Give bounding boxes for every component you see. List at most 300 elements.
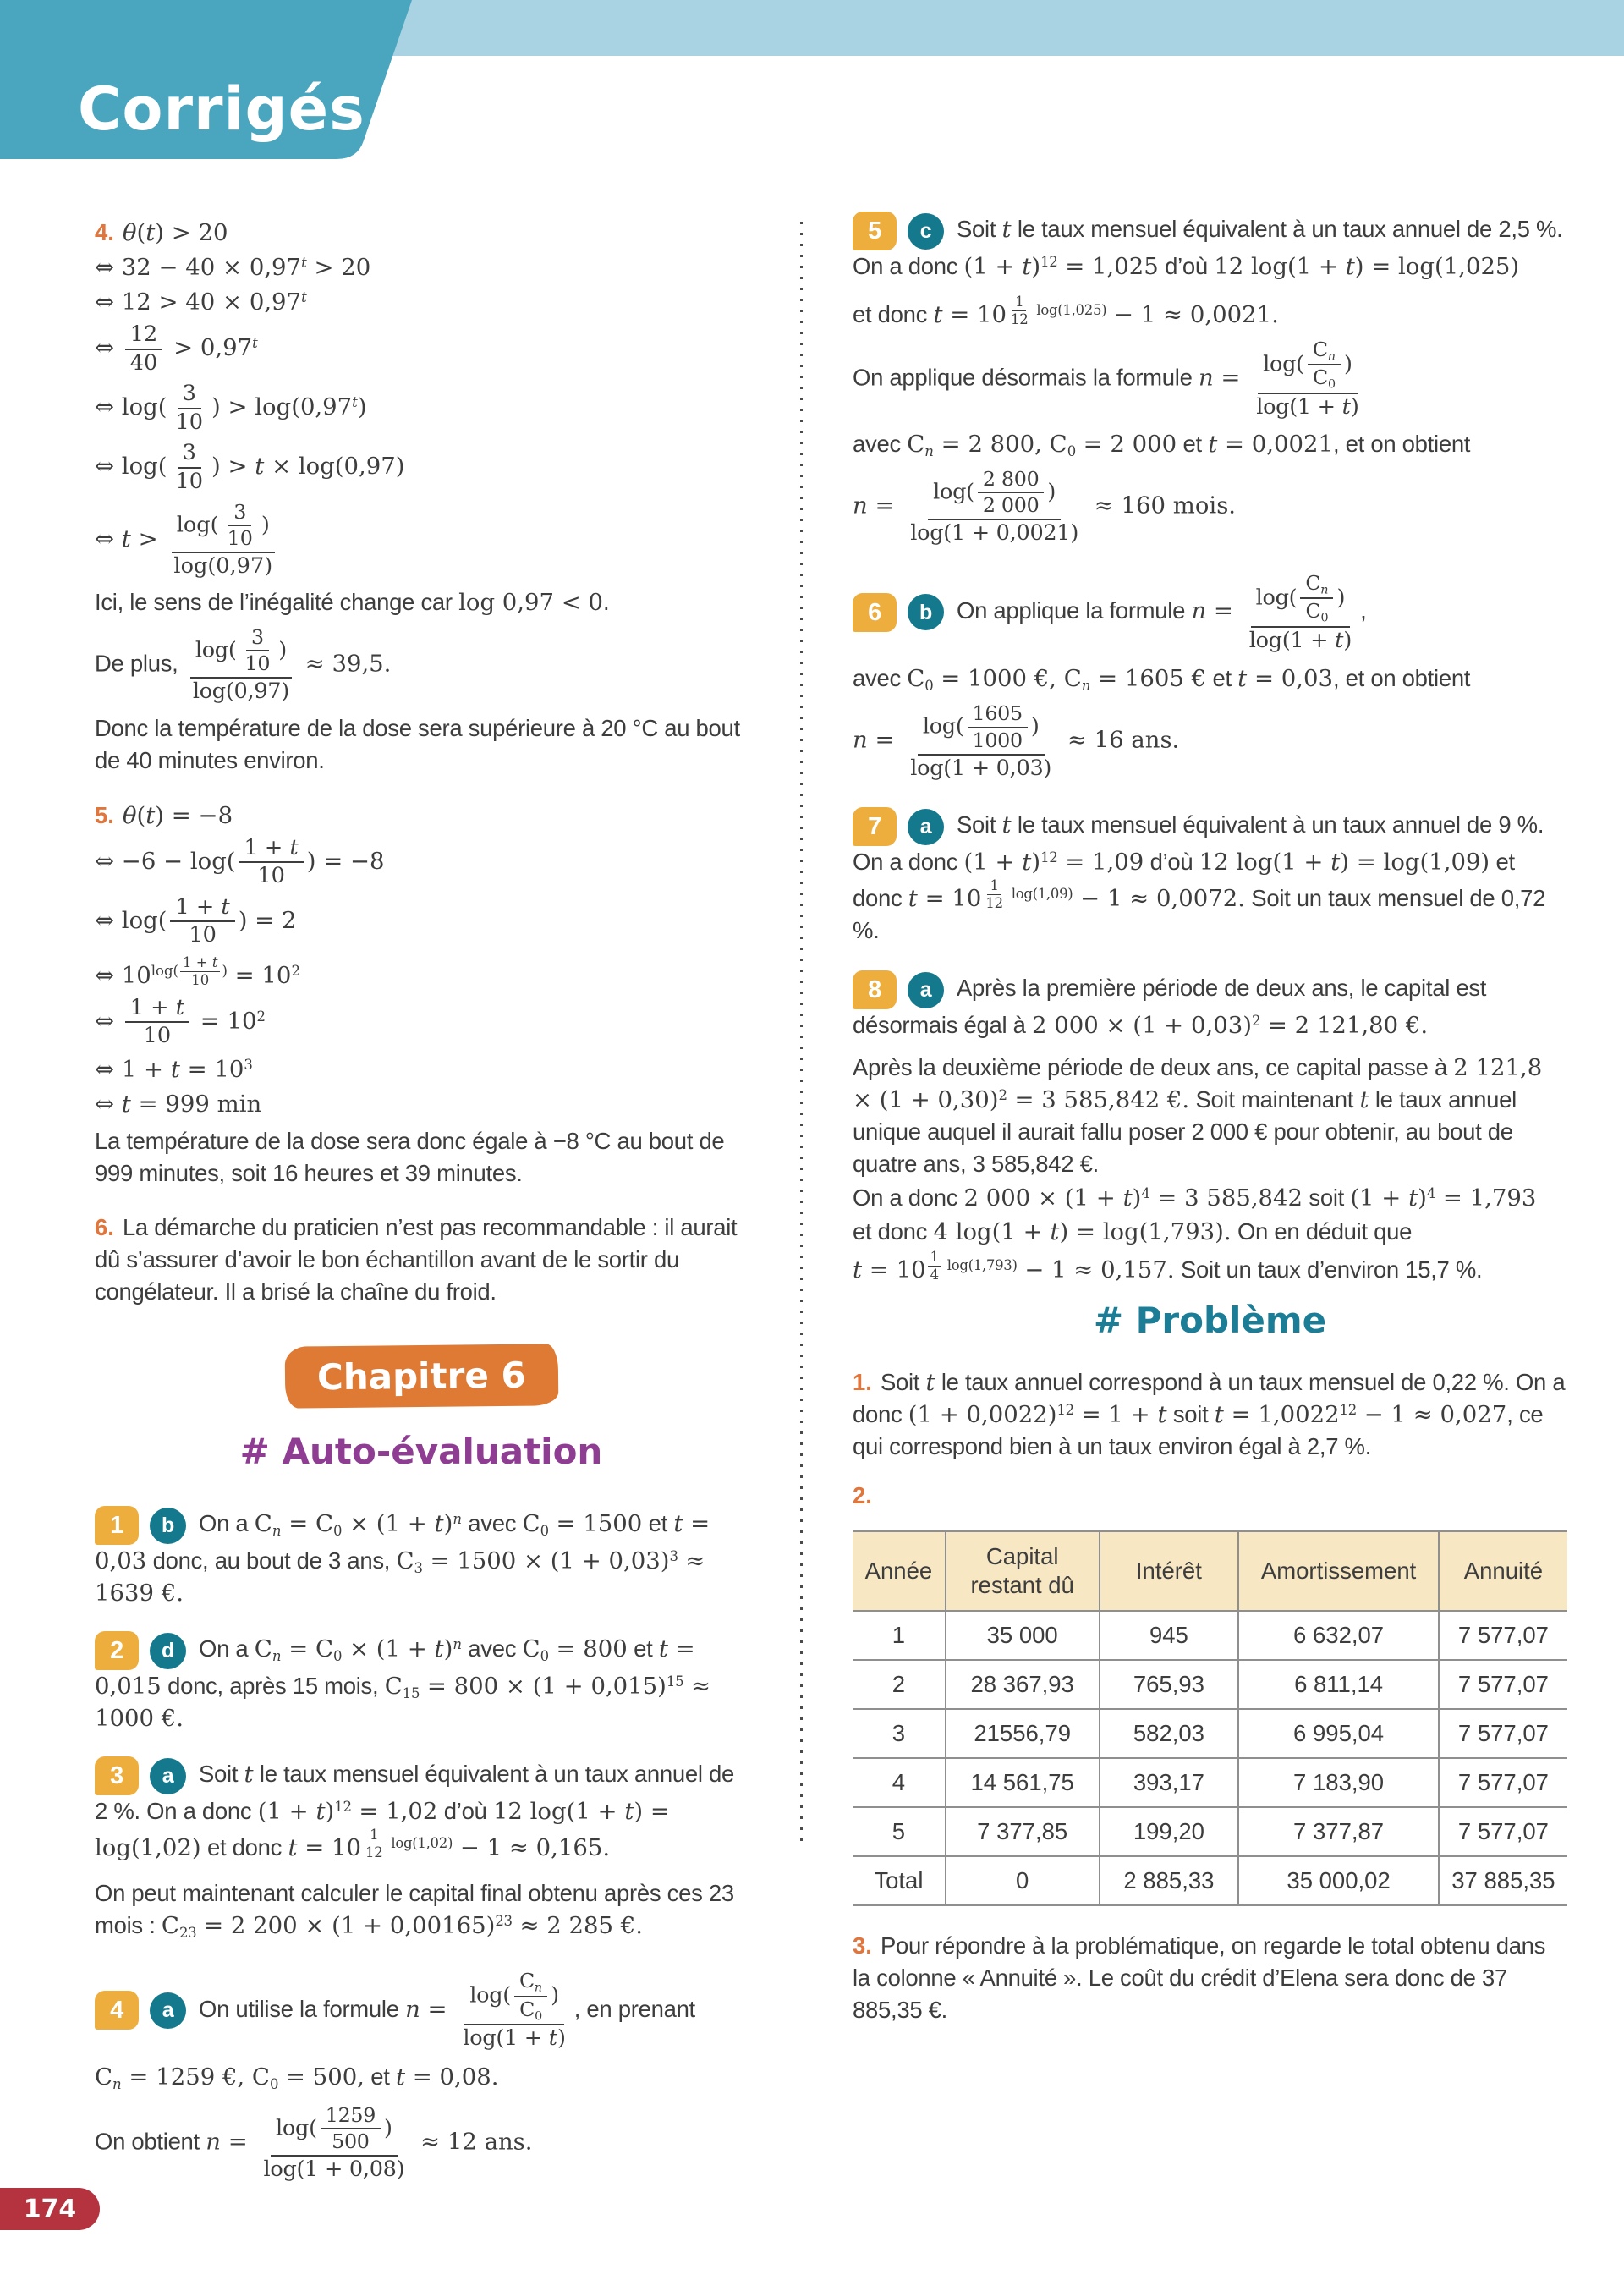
equation-line: ⇔ $\frac{1 + t}{10}$ = $10^2$ [95, 994, 266, 1049]
math-fragment: 4 [1141, 1185, 1150, 1201]
problem-number: 1. [853, 1368, 872, 1395]
equation-line: ⇔ $\frac{12}{40}$ > $0,97^t$ [95, 321, 258, 376]
item-letter-badge: a [908, 972, 944, 1008]
math-fragment: t [175, 994, 185, 1020]
fraction-numerator: 2 800 [978, 469, 1045, 494]
fraction-denominator: log(1 + 0,03) [910, 755, 1052, 781]
math-fragment [1300, 570, 1333, 625]
problem-3 [853, 1930, 1567, 2026]
fraction-denominator: $C_0$ [519, 1997, 542, 2023]
solution-number: 4. [95, 219, 114, 245]
math-fragment: ≈ 1639 €. [95, 1547, 705, 1607]
equation-line: ⇔ −6 − log( $\frac{1 + t}{10}$ ) = −8 [95, 834, 385, 889]
paragraph: Ici, le sens de l’inégalité change car log 0,97 < 0. [95, 588, 610, 616]
math-fragment: = 3 585,842 €. [1007, 1086, 1190, 1114]
math-fragment: t [289, 834, 299, 860]
math-fragment: C [522, 1635, 540, 1663]
fraction-numerator: 3 [228, 502, 251, 527]
math-fragment: t [288, 1833, 298, 1861]
formula: θ(t) > 20 [122, 219, 228, 246]
fraction-denominator: $C_0$ [1313, 365, 1336, 392]
math-fragment: n [1327, 349, 1336, 364]
math-fragment: t [1330, 849, 1341, 876]
math-fragment: = 1500 × (1 + 0,03) [422, 1547, 670, 1575]
math-fragment: n [112, 2075, 122, 2092]
table-cell: 7 577,07 [1439, 1709, 1567, 1758]
math-fragment: 23 [495, 1912, 513, 1929]
math-fragment: = 800 × (1 + 0,015) [420, 1673, 667, 1701]
math-fragment: t [908, 885, 918, 913]
chapter-badge-wrap [95, 1345, 748, 1407]
math-fragment: 12 log(1 + [492, 1798, 625, 1826]
math-fragment: 2 [998, 1087, 1007, 1103]
table-cell: 7 577,07 [1439, 1611, 1567, 1660]
math-fragment: t [301, 254, 307, 271]
fraction-numerator: $C_n$ [1308, 339, 1341, 366]
fraction-numerator: 1 [367, 1827, 381, 1844]
paragraph [853, 703, 1567, 780]
math-fragment: 4 [1426, 1185, 1436, 1201]
table-header-cell: Capital restant dû [946, 1531, 1100, 1611]
table-cell: 28 367,93 [946, 1660, 1100, 1709]
table-header-cell: Année [853, 1531, 946, 1611]
fraction-numerator: $C_n$ [1300, 573, 1333, 600]
math-fragment: t [1214, 1400, 1224, 1428]
item-text: On a $C_n = C_0 \times (1 + t)^n$ avec $C_0 = 1500$ et t = 0,03 donc, au bout de 3 ans, $C_3 = 1500 \times (1 + 0,03)^3 \approx 1639$ €. [95, 1510, 710, 1607]
math-fragment: = [420, 1995, 455, 2023]
table-row [853, 1709, 1567, 1758]
math-fragment: C [384, 1673, 403, 1701]
fraction-denominator: 10 [191, 971, 210, 988]
paragraph: On a donc 2 $000 \times (1 + t)^4 = 3$ 585,842 soit $(1 + t)^4 = 1,793$ [853, 1184, 1537, 1212]
math-fragment [301, 289, 307, 305]
fraction-numerator: 3 [178, 382, 201, 409]
math-fragment: × (1 + [342, 1510, 435, 1538]
fraction-numerator: 1259 [321, 2105, 381, 2130]
math-fragment: ) = log(1,02) [95, 1798, 670, 1861]
table-row-total [853, 1856, 1567, 1905]
fraction-numerator: log( $\frac{C_n}{C_0}$ ) [464, 1970, 563, 2025]
math-fragment: 0 [1320, 611, 1329, 625]
item-letter-badge: b [908, 594, 944, 630]
math-fragment [272, 1648, 282, 1664]
paragraph: Donc la température de la dose sera supérieure à 20 °C au bout de 40 minutes environ. [95, 714, 740, 773]
math-fragment: 3 [244, 1057, 253, 1074]
fraction-denominator: 500 [332, 2129, 370, 2154]
equation-line [95, 219, 748, 246]
math-fragment [928, 1250, 941, 1283]
math-fragment [514, 1970, 547, 2022]
fraction-denominator: 4 [930, 1266, 939, 1283]
table-row [853, 1807, 1567, 1856]
math-fragment: = 0,03 [1247, 665, 1333, 693]
table-cell: 35 000 [946, 1611, 1100, 1660]
item-letter-badge: b [150, 1508, 186, 1544]
table-cell: 6 811,14 [1238, 1660, 1439, 1709]
item-letter-badge: a [150, 1992, 186, 2029]
item-text: Soit t le taux mensuel équivalent à un taux annuel de 9 %. On a donc $(1 + t)^{12} = 1,09$ d’où 12 log(1 + t) = log(1,09) et donc t = 10 $^{\frac{1}{12} log(1,09)}$ − 1 ≈ 0,0072. Soit un taux mensuel de 0,72 %. [853, 811, 1546, 944]
math-fragment: 2 121,8 × (1 + 0,30) [853, 1054, 1543, 1114]
math-fragment: = 2 200 × (1 + 0,00165) [196, 1911, 496, 1939]
fraction-denominator: 10 [257, 863, 285, 889]
math-fragment: = C [281, 1510, 334, 1538]
fraction-numerator: 1 [928, 1250, 941, 1267]
item-text: Après la première période de deux ans, le capital est désormais égal à 2 $000 \times (1 + 0,03)^2 = 2$ 121,80 €. [853, 975, 1487, 1040]
item-7 [853, 807, 1567, 947]
paragraph: On peut maintenant calculer le capital final obtenu après ces 23 mois : $C_{23} = 2$ $200 \times (1 + 0,00165)^{23} \approx 2$ 285 €. [95, 1879, 734, 1941]
item-1 [95, 1506, 748, 1609]
item-text: Soit t le taux mensuel équivalent à un taux annuel de 2,5 %. On a donc $(1 + t)^{12} = 1,025$ d’où 12 log(1 + t) = log(1,025) [853, 216, 1563, 280]
fraction-numerator: 1 + t [239, 837, 304, 864]
math-fragment: = 10 [942, 300, 1007, 328]
equation-line: ⇔ $32 - 40 \times 0,97^t > 20$ [95, 254, 371, 281]
math-fragment: = 1259 €, C [121, 2063, 270, 2091]
right-column [853, 212, 1567, 2035]
math-fragment: = 1 + [1073, 1400, 1158, 1428]
equation-line: ⇔ log( $\frac{3}{10}$ ) > t × log(0,97) [95, 440, 405, 495]
fraction-numerator: log( $\frac{3}{10}$ ) [190, 627, 292, 679]
table-cell: 582,03 [1100, 1709, 1239, 1758]
math-fragment: C [522, 1510, 540, 1538]
equation-line: ⇔ $1 + t = 10^3$ [95, 1056, 253, 1084]
math-fragment: − 1 ≈ 0,027 [1357, 1400, 1507, 1428]
item-letter-badge: a [908, 809, 944, 845]
math-fragment: 15 [402, 1685, 420, 1702]
fraction-denominator: log(1 + t) [1248, 627, 1352, 653]
fraction-denominator: 10 [189, 922, 217, 948]
math-fragment: t [548, 2025, 558, 2052]
math-fragment: t [244, 1761, 254, 1789]
math-fragment: t [1208, 430, 1218, 458]
math-fragment: n [534, 1981, 543, 1995]
solution-number: 5. [95, 801, 114, 828]
table-cell: 14 561,75 [946, 1758, 1100, 1807]
table-body [853, 1611, 1567, 1905]
math-fragment: t [1157, 1400, 1167, 1428]
math-fragment: C [907, 430, 925, 458]
math-fragment [125, 994, 189, 1049]
table-row [853, 1660, 1567, 1709]
math-fragment [453, 1636, 462, 1652]
item-4 [95, 1970, 748, 2051]
fraction-numerator: 1 + t [125, 997, 189, 1024]
math-fragment: n [453, 1511, 462, 1528]
math-fragment: = 10 [917, 885, 982, 913]
math-fragment: 0 [924, 678, 934, 695]
math-fragment: n [1191, 597, 1207, 625]
math-fragment: 12 [1040, 849, 1058, 866]
math-fragment: C [254, 1510, 272, 1538]
math-fragment: = 1,0022 [1223, 1400, 1340, 1428]
math-fragment: ) = log(1,025) [1354, 253, 1520, 280]
math-fragment: = [867, 492, 903, 519]
math-fragment: t [352, 394, 358, 411]
math-fragment [188, 624, 294, 704]
math-fragment: − 1 ≈ 0,165. [453, 1833, 611, 1861]
math-fragment: t [434, 1635, 444, 1663]
math-fragment: ) [1031, 253, 1041, 280]
paragraph: Après la deuxième période de deux ans, ce capital passe à 2 $121,8 \times (1 + 0,30)^2 = 3$ 585,842 €. Soit maintenant t le taux annuel unique auquel il aurait fallu poser 2 000 € pour obtenir, au bout de quatre ans, 3 585,842 €. [853, 1054, 1543, 1178]
math-fragment: t [121, 525, 131, 552]
fraction-numerator: log( $\frac{1605}{1000}$ ) [918, 703, 1045, 755]
table-cell: 1 [853, 1611, 946, 1660]
fraction-denominator: 12 [365, 1844, 383, 1860]
math-fragment [180, 955, 220, 988]
math-fragment: 0 [540, 1648, 549, 1665]
math-fragment: = C [281, 1635, 334, 1663]
math-fragment: 2 [1251, 1013, 1261, 1029]
math-fragment: 15 [666, 1673, 684, 1690]
problem-1 [853, 1366, 1567, 1463]
table-row [853, 1758, 1567, 1807]
math-fragment [905, 703, 1056, 780]
item-text: On applique la formule n = log( $\frac{C_n}{C_0}$ ) log(1 + t) , [957, 570, 1367, 653]
math-fragment: ≈ 39,5. [297, 650, 392, 678]
item-number-badge: 5 [853, 212, 897, 250]
math-fragment [222, 499, 258, 551]
math-fragment: n [206, 2128, 221, 2156]
solution-5 [95, 802, 748, 1190]
math-fragment: = 2 800, C [933, 430, 1067, 458]
math-fragment: 12 log(1 + [1214, 253, 1346, 280]
fraction-denominator: 1000 [972, 728, 1023, 752]
math-fragment: n [853, 726, 868, 754]
paragraph: La température de la dose sera donc égale à −8 °C au bout de 999 minutes, soit 16 heures et 39 minutes. [95, 1128, 725, 1187]
math-fragment: = 0,015 [95, 1635, 695, 1701]
math-fragment [1082, 678, 1091, 694]
equation-line: ⇔ log( $\frac{3}{10}$ ) > $\log(0,97^t)$ [95, 381, 367, 435]
table-cell: 4 [853, 1758, 946, 1807]
math-fragment: n [853, 492, 868, 519]
math-fragment: = 500, [278, 2063, 365, 2091]
paragraph: t = 10 $^{\frac{1}{4} log(1,793)}$ − 1 ≈ 0,157. Soit un taux d’environ 15,7 %. [853, 1249, 1483, 1283]
math-fragment: ≈ 160 mois. [1087, 492, 1237, 519]
math-fragment: t [1022, 253, 1032, 280]
math-fragment: = 10 [297, 1833, 362, 1861]
page-number-badge: 174 [0, 2188, 100, 2230]
math-fragment [978, 466, 1045, 518]
item-letter-badge: a [150, 1758, 186, 1794]
item-number-badge: 8 [853, 970, 897, 1009]
math-fragment: t [925, 1368, 935, 1396]
math-fragment: = 3 585,842 [1149, 1184, 1303, 1212]
math-fragment: ) = log(1,09) [1340, 849, 1490, 876]
table-header-cell: Annuité [1439, 1531, 1567, 1611]
fraction-denominator: 2 000 [982, 493, 1040, 518]
table-cell: 3 [853, 1709, 946, 1758]
math-fragment: (1 + [963, 849, 1023, 876]
paragraph: avec $C_n = 2$ 800, $C_0 = 2$ 000 et t = 0,0021, et on obtient [853, 430, 1471, 459]
math-fragment: − 1 ≈ 0,157. [1017, 1256, 1175, 1283]
problem-number: 3. [853, 1932, 872, 1959]
math-fragment: − 1 ≈ 0,0021. [1106, 300, 1279, 328]
math-fragment: (1 + [257, 1798, 316, 1826]
table-header-row [853, 1531, 1567, 1611]
math-fragment: 12 [1056, 1401, 1074, 1418]
fraction-numerator: $C_n$ [514, 1970, 547, 1997]
math-fragment: ) [443, 1510, 453, 1538]
problem-text: Pour répondre à la problématique, on regarde le total obtenu dans la colonne « Annuité ». Le coût du crédit d’Elena sera donc de 37 885,35 €. [853, 1932, 1546, 2023]
math-fragment: − 1 ≈ 0,0072. [1073, 885, 1245, 913]
table-cell: 2 885,33 [1100, 1856, 1239, 1905]
math-fragment: ≈ 16 ans. [1060, 726, 1180, 754]
math-fragment: 12 [334, 1799, 352, 1816]
math-fragment [272, 1523, 282, 1539]
math-fragment [252, 335, 258, 351]
math-fragment: θ [122, 219, 137, 246]
math-fragment [168, 499, 277, 579]
problem-text: Soit t le taux annuel correspond à un taux mensuel de 0,22 %. On a donc $(1 + 0,0022)^{12} = 1 + t$ soit $t = 1,0022^{12} - 1 \approx 0,027$, ce qui correspond bien à un taux environ égal à 2,7 %. [853, 1368, 1566, 1459]
math-fragment [1008, 294, 1030, 327]
fraction-numerator: 3 [246, 627, 269, 652]
equation-line: ⇔ t = 999 min [95, 1091, 262, 1118]
section-heading-auto-evaluation: # Auto-évaluation [239, 1431, 603, 1473]
item-text: Soit t le taux mensuel équivalent à un taux annuel de 2 %. On a donc $(1 + t)^{12} = 1,02$ d’où 12 log(1 + t) = log(1,02) et donc t = 10 $^{\frac{1}{12} log(1,02)}$ − 1 ≈ 0,165. [95, 1761, 734, 1861]
math-fragment: t [658, 1635, 668, 1663]
math-fragment [1251, 339, 1363, 420]
table-cell: 199,20 [1100, 1807, 1239, 1856]
fraction-numerator: 1 [987, 878, 1001, 895]
math-fragment: t [221, 893, 230, 920]
math-fragment [983, 878, 1005, 911]
table-cell: 393,17 [1100, 1758, 1239, 1807]
item-8 [853, 970, 1567, 1041]
math-fragment: (1 + [963, 253, 1023, 280]
math-fragment: = 2 121,80 €. [1260, 1012, 1429, 1040]
math-fragment: t [170, 1056, 180, 1084]
math-fragment: n [1081, 678, 1091, 695]
math-fragment: 2 000 × (1 + 0,03) [1031, 1012, 1252, 1040]
item-number-badge: 1 [95, 1506, 139, 1545]
table-cell: 7 377,87 [1238, 1807, 1439, 1856]
item-number-badge: 4 [95, 1991, 139, 2030]
math-fragment: = 0,0021 [1217, 430, 1333, 458]
math-fragment: log( 1 + t 10 ) [151, 954, 228, 988]
math-fragment: 23 [178, 1924, 197, 1941]
fraction-denominator: log(1 + 0,08) [263, 2157, 405, 2183]
math-fragment: t [395, 2063, 406, 2091]
math-fragment: ) = log(1,793). [1059, 1218, 1232, 1246]
math-fragment: = 1,025 [1057, 253, 1159, 280]
fraction-denominator: log(0,97) [192, 678, 289, 704]
math-fragment [458, 1970, 570, 2051]
paragraph [853, 466, 1567, 546]
math-fragment: t [1359, 1086, 1369, 1114]
paragraph: On applique désormais la formule n = log( $\frac{C_n}{C_0}$ ) log(1 + t) [853, 339, 1567, 420]
math-fragment: ) [1132, 1184, 1142, 1212]
problem-number: 2. [853, 1481, 872, 1508]
math-fragment: C [254, 1635, 272, 1663]
fraction-numerator: log( $\frac{1259}{500}$ ) [271, 2105, 398, 2157]
table-cell: 0 [946, 1856, 1100, 1905]
math-fragment: 1 4 log(1,793) [926, 1257, 1018, 1273]
fraction-numerator: log( $\frac{3}{10}$ ) [172, 502, 275, 553]
table-cell: 7 377,85 [946, 1807, 1100, 1856]
math-fragment: = 800 [548, 1635, 628, 1663]
fraction-denominator: 10 [244, 651, 271, 676]
math-fragment: t [1122, 1184, 1133, 1212]
math-fragment: = 0,03 [95, 1510, 710, 1575]
formula: θ(t) = −8 [122, 801, 233, 829]
page-title: Corrigés [78, 74, 365, 144]
fraction-denominator: 12 [985, 895, 1003, 911]
math-fragment [1308, 339, 1341, 391]
equation-line: ⇔ t > log( $\frac{3}{10}$ ) log(0,97) [95, 502, 748, 579]
math-fragment [352, 394, 358, 410]
item-number-badge: 3 [95, 1756, 139, 1795]
item-letter-badge: d [150, 1633, 186, 1669]
math-fragment [170, 893, 234, 948]
math-fragment: C [907, 665, 925, 693]
math-fragment: log 0,97 < 0 [458, 588, 604, 616]
fraction-denominator: 10 [175, 409, 203, 435]
fraction-denominator: log(1 + t) [1256, 393, 1359, 420]
math-fragment: ) [443, 1635, 453, 1663]
math-fragment: 3 [414, 1560, 423, 1577]
fraction-denominator: log(1 + t) [463, 2025, 566, 2052]
fraction-denominator: log(1 + 0,0021) [910, 519, 1079, 546]
math-fragment: n [272, 1523, 282, 1540]
math-fragment: = 1,793 [1435, 1184, 1537, 1212]
math-fragment: t [933, 300, 943, 328]
math-fragment: t [1022, 849, 1032, 876]
paragraph: et donc 4 log(1 + t) = log(1,793). On en déduit que [853, 1218, 1413, 1246]
math-fragment: t [211, 954, 218, 970]
item-3 [95, 1756, 748, 1864]
fraction-numerator: 1 + t [170, 896, 234, 923]
fraction-numerator: 1605 [968, 703, 1028, 728]
table-header-cell: Amortissement [1238, 1531, 1439, 1611]
math-fragment: × (1 + [342, 1635, 435, 1663]
math-fragment [1320, 583, 1328, 596]
math-fragment: = 1,09 [1057, 849, 1144, 876]
equation-line: ⇔ log( $\frac{1 + t}{10}$ ) = 2 [95, 893, 297, 948]
solution-text: La démarche du praticien n’est pas recommandable : il aurait dû s’assurer d’avoir le bon échantillon avant de le sortir du congélateur. Il a brisé la chaîne du froid. [95, 1214, 738, 1305]
equation-line [95, 802, 748, 829]
math-fragment: t [434, 1510, 444, 1538]
fraction-numerator: log( $\frac{C_n}{C_0}$ ) [1251, 573, 1350, 628]
math-fragment [968, 703, 1028, 751]
math-fragment: = 10 [862, 1256, 926, 1283]
math-fragment: 0 [1327, 377, 1336, 392]
math-fragment [170, 382, 208, 434]
column-divider [800, 222, 803, 1848]
math-fragment [1244, 570, 1357, 653]
equation-line: ⇔ $12 > 40 \times 0,97^t$ [95, 288, 307, 316]
math-fragment: C [95, 2063, 113, 2091]
math-fragment: 1 12 log(1,09) [981, 886, 1073, 902]
math-fragment: t [1341, 393, 1351, 420]
math-fragment: 4 log(1 + [933, 1218, 1051, 1246]
math-fragment: t [145, 801, 156, 829]
math-fragment [905, 466, 1084, 546]
table-cell: 35 000,02 [1238, 1856, 1439, 1905]
math-fragment: = 1,02 [351, 1798, 438, 1826]
math-fragment [112, 2076, 122, 2092]
amortization-table [853, 1530, 1567, 1906]
math-fragment: t [121, 1091, 131, 1118]
fraction-denominator: 12 [1011, 310, 1029, 327]
table-cell: 7 577,07 [1439, 1660, 1567, 1709]
math-fragment: n [1320, 582, 1329, 596]
paragraph: et donc t = 10 $^{\frac{1}{12} log(1,025)}$ − 1 ≈ 0,0021. [853, 294, 1279, 328]
equation-line: ⇔ $10^{log( \frac{1 + t}{10} )} = 10^2$ [95, 954, 300, 989]
item-5 [853, 212, 1567, 283]
math-fragment: t [1408, 1184, 1418, 1212]
section-heading-probleme: # Problème [1093, 1299, 1327, 1341]
math-fragment: t [315, 1798, 326, 1826]
math-fragment: t [673, 1510, 683, 1538]
